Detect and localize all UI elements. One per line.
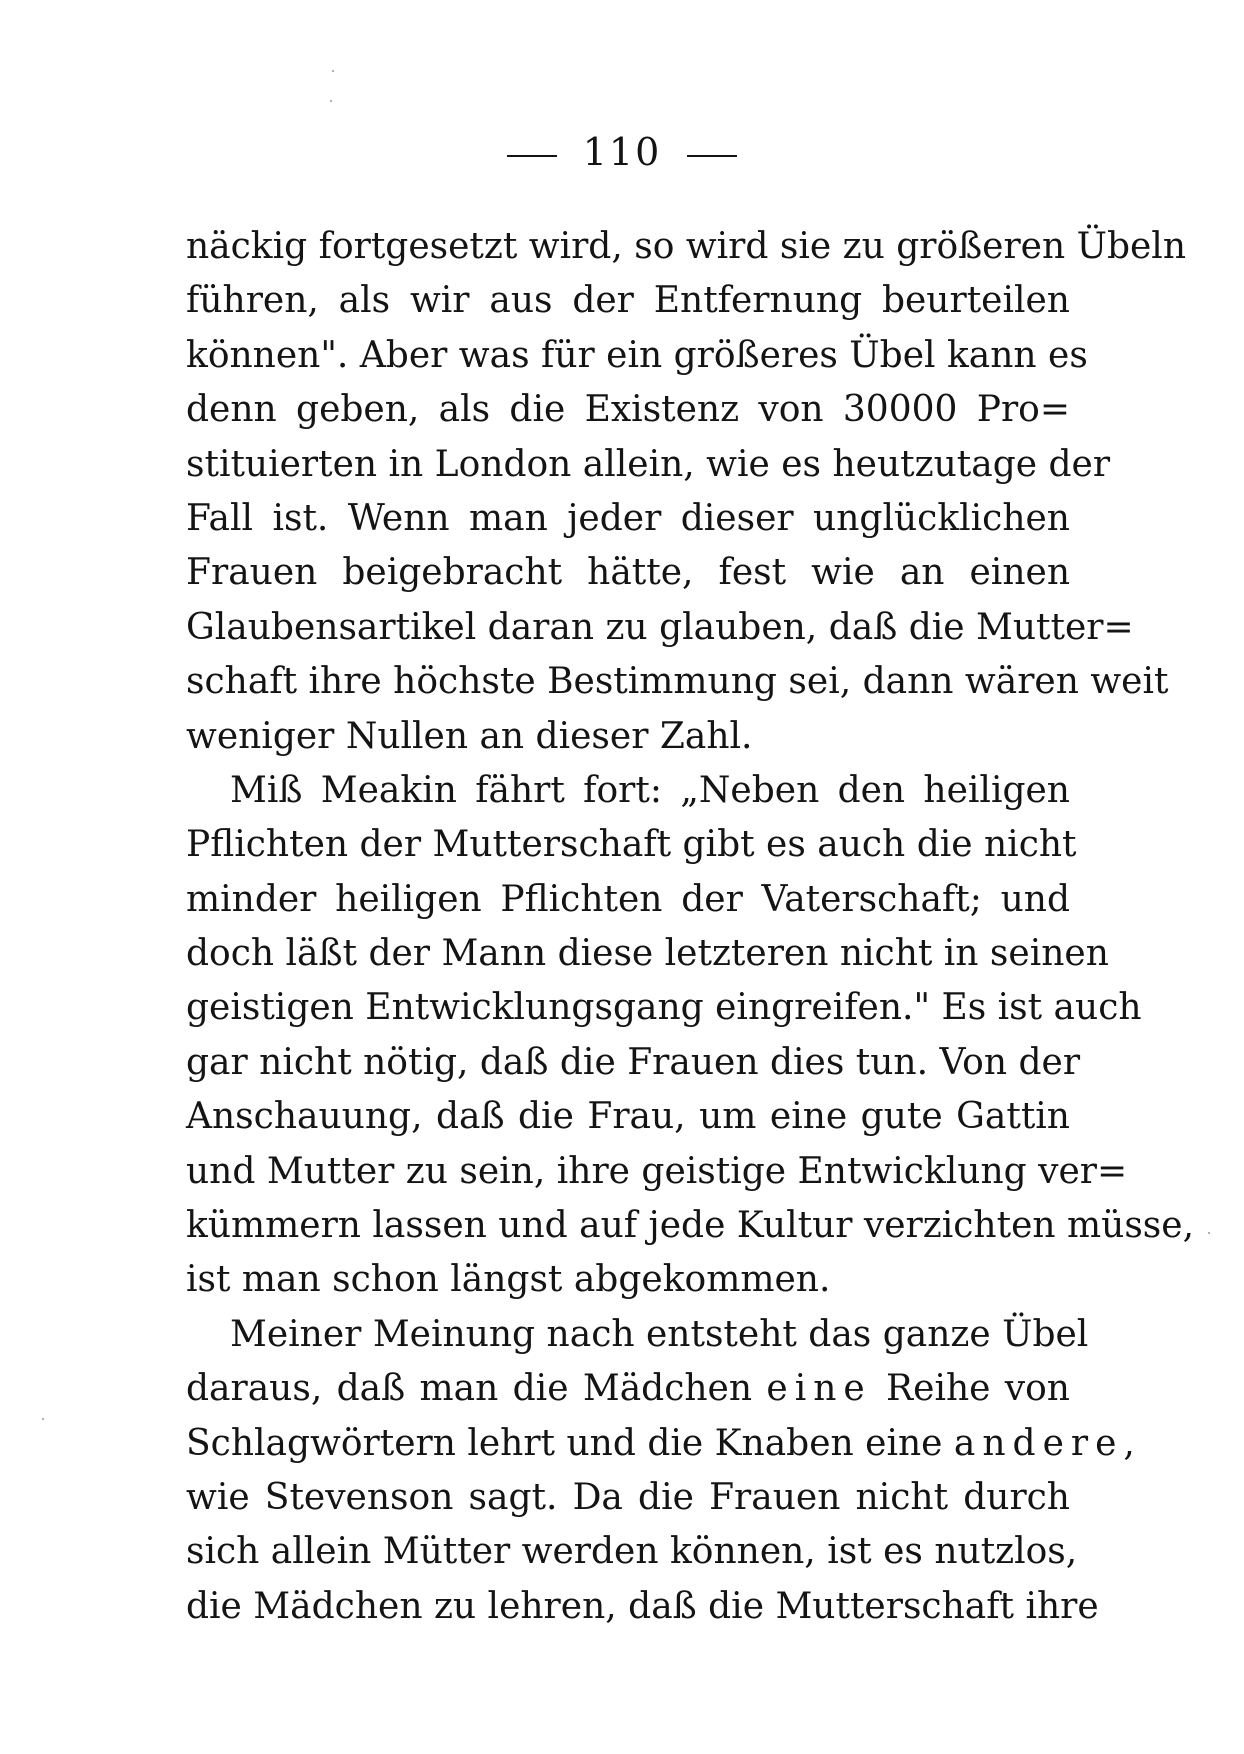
paragraph-2 [186,764,1195,1308]
text-run: Schlagwörtern lehrt und die Knaben eine [186,1422,954,1464]
text-line: kümmern lassen und auf jede Kultur verzichten müsse, [186,1205,1195,1247]
paragraph-1 [186,220,1187,764]
text-run: sich allein Mütter werden können, ist es nutzlos, [186,1531,1078,1573]
text-line: Pflichten der Mutterschaft gibt es auch die nicht [186,824,1077,866]
text-line: Glaubensartikel daran zu glauben, daß die Mutter= [186,606,1134,648]
text-line: gar nicht nötig, daß die Frauen dies tun. Von der [186,1041,1081,1083]
text-line: Frauen beigebracht hätte, fest wie an einen [186,552,1070,594]
text-line: näckig fortgesetzt wird, so wird sie zu größeren Übeln [186,226,1187,267]
text-line: minder heiligen Pflichten der Vaterschaft; und [186,878,1070,920]
text-line: weniger Nullen an dieser Zahl. [186,715,753,757]
paragraph-3 [186,1308,1135,1634]
text-line: doch läßt der Mann diese letzteren nicht in seinen [186,933,1109,975]
text-run: , [1123,1422,1135,1464]
text-line [186,1525,1078,1579]
page-number: 110 [582,130,662,174]
emphasized-text: eine [766,1368,872,1410]
text-run: daraus, daß man die Mädchen [186,1368,767,1410]
body-text [186,220,1195,1634]
text-line: und Mutter zu sein, ihre geistige Entwicklung ver= [186,1150,1128,1192]
text-line [186,1308,1089,1362]
text-line: schaft ihre höchste Bestimmung sei, dann wären weit [186,661,1169,703]
text-line [186,1471,1070,1525]
header-dash-right [687,155,737,157]
text-line: Anschauung, daß die Frau, um eine gute Gattin [186,1096,1070,1138]
text-line [186,1580,1099,1634]
text-line [186,1362,1070,1416]
text-line [186,1417,1135,1471]
text-line: ist man schon längst abgekommen. [186,1259,831,1301]
text-line: Miß Meakin fährt fort: „Neben den heiligen [230,769,1070,811]
text-run: wie Stevenson sagt. Da die Frauen nicht durch [186,1476,1070,1518]
text-line: stituierten in London allein, wie es heutzutage der [186,443,1111,485]
text-run: Meiner Meinung nach entsteht das ganze Übel [230,1313,1089,1355]
page-header [0,130,1244,174]
text-run: Reihe von [871,1368,1070,1410]
text-line: denn geben, als die Existenz von 30000 Pro= [186,389,1070,431]
text-line: Fall ist. Wenn man jeder dieser unglücklichen [186,497,1070,539]
text-line: geistigen Entwicklungsgang eingreifen." Es ist auch [186,987,1142,1029]
text-line: können". Aber was für ein größeres Übel kann es [186,334,1088,376]
text-line: führen, als wir aus der Entfernung beurteilen [186,280,1070,322]
text-run: die Mädchen zu lehren, daß die Mutterschaft ihre [186,1585,1099,1627]
header-dash-left [507,155,557,157]
emphasized-text: andere [953,1422,1124,1464]
